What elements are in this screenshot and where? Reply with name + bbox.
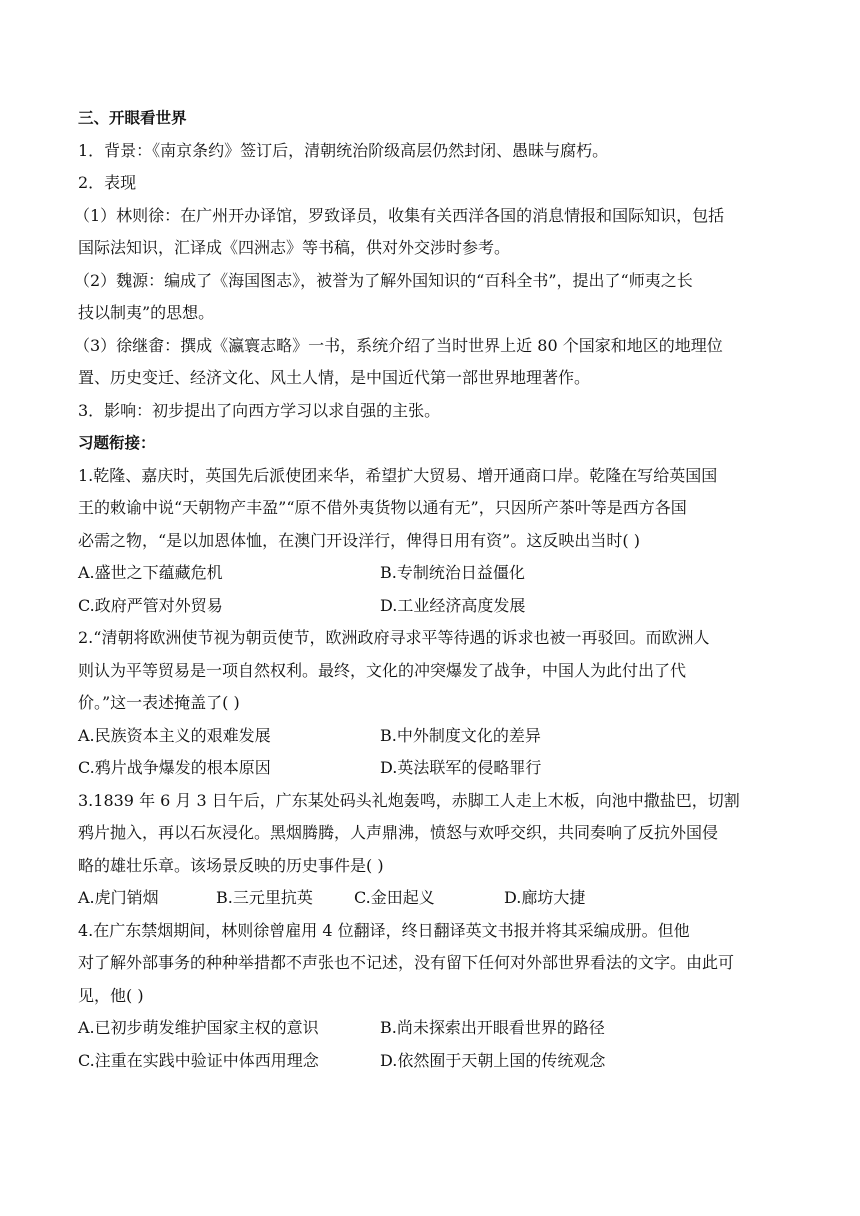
question-4-line: 见，他( ) <box>78 985 144 1005</box>
option-c[interactable]: C.政府严管对外贸易 <box>78 595 223 615</box>
question-4-options-row-1 <box>78 1012 782 1045</box>
question-1-options-row-2 <box>78 590 782 623</box>
option-b[interactable]: B.三元里抗英 <box>216 888 313 907</box>
option-a[interactable]: A.虎门销烟 <box>78 888 159 907</box>
question-4-line: 对了解外部事务的种种举措都不声张也不记述，没有留下任何对外部世界看法的文字。由此可 <box>78 953 735 972</box>
question-2 <box>78 622 782 785</box>
question-2-line: 2.“清朝将欧洲使节视为朝贡使节，欧洲政府寻求平等待遇的诉求也被一再驳回。而欧洲人 <box>78 628 710 647</box>
option-a[interactable]: A.盛世之下蕴藏危机 <box>78 563 223 582</box>
manifestation-heading: 2．表现 <box>78 173 137 192</box>
question-3-line: 3.1839 年 6 月 3 日午后，广东某处码头礼炮轰鸣，赤脚工人走上木板，向池中撒盐巴，切割 <box>78 790 740 810</box>
question-4-line: 4.在广东禁烟期间，林则徐曾雇用 4 位翻译，终日翻译英文书报并将其采编成册。但他 <box>78 920 690 940</box>
influence-line: 3．影响：初步提出了向西方学习以求自强的主张。 <box>78 400 441 420</box>
question-1-line: 1.乾隆、嘉庆时，英国先后派使团来华，希望扩大贸易、增开通商口岸。乾隆在写给英国国 <box>78 465 718 485</box>
option-d[interactable]: D.依然囿于天朝上国的传统观念 <box>380 1050 606 1070</box>
question-2-options-row-1 <box>78 720 782 753</box>
option-a[interactable]: A.民族资本主义的艰难发展 <box>78 725 271 745</box>
question-1-line: 必需之物，“是以加恩体恤，在澳门开设洋行，俾得日用有资”。这反映出当时( ) <box>78 530 640 550</box>
question-3-line: 鸦片抛入，再以石灰浸化。黑烟腾腾，人声鼎沸，愤怒与欢呼交织，共同奏响了反抗外国侵 <box>78 823 719 842</box>
option-a[interactable]: A.已初步萌发维护国家主权的意识 <box>78 1018 319 1037</box>
exercises-heading: 习题衔接： <box>78 434 156 452</box>
question-3-options-row <box>78 882 782 915</box>
option-b[interactable]: B.中外制度文化的差异 <box>380 725 541 745</box>
question-2-options-row-2 <box>78 752 782 785</box>
question-4-options-row-2 <box>78 1045 782 1078</box>
wei-yuan-line-2: 技以制夷”的思想。 <box>78 303 215 322</box>
xu-jiyu-line-2: 置、历史变迁、经济文化、风土人情，是中国近代第一部世界地理著作。 <box>78 368 591 387</box>
question-3-line: 略的雄壮乐章。该场景反映的历史事件是( ) <box>78 855 384 875</box>
background-line: 1．背景：《南京条约》签订后，清朝统治阶级高层仍然封闭、愚昧与腐朽。 <box>78 140 609 160</box>
wei-yuan-line-1: （2）魏源：编成了《海国图志》，被誉为了解外国知识的“百科全书”，提出了“师夷之长 <box>74 270 693 290</box>
option-d[interactable]: D.廊坊大捷 <box>504 888 586 907</box>
question-1-line: 王的敕谕中说“天朝物产丰盈”“原不借外夷货物以通有无”，只因所产茶叶等是西方各国 <box>78 498 687 517</box>
option-b[interactable]: B.尚未探索出开眼看世界的路径 <box>380 1018 605 1037</box>
question-1 <box>78 460 782 623</box>
question-1-options-row-1 <box>78 557 782 590</box>
xu-jiyu-line-1: （3）徐继畬：撰成《瀛寰志略》一书，系统介绍了当时世界上近 80 个国家和地区的地理位 <box>74 335 723 355</box>
section-heading: 三、开眼看世界 <box>78 109 187 127</box>
option-d[interactable]: D.英法联军的侵略罪行 <box>380 758 542 777</box>
question-2-line: 价。”这一表述掩盖了( ) <box>78 693 240 712</box>
lin-zexu-line-1: （1）林则徐：在广州开办译馆，罗致译员，收集有关西洋各国的消息情报和国际知识，包括 <box>74 205 725 225</box>
option-c[interactable]: C.鸦片战争爆发的根本原因 <box>78 758 271 777</box>
question-4 <box>78 915 782 1078</box>
option-c[interactable]: C.金田起义 <box>354 888 435 907</box>
option-c[interactable]: C.注重在实践中验证中体西用理念 <box>78 1050 319 1070</box>
question-2-line: 则认为平等贸易是一项自然权利。最终，文化的冲突爆发了战争，中国人为此付出了代 <box>78 660 687 680</box>
question-3 <box>78 785 782 915</box>
option-d[interactable]: D.工业经济高度发展 <box>380 595 526 615</box>
lin-zexu-line-2: 国际法知识，汇译成《四洲志》等书稿，供对外交涉时参考。 <box>78 238 511 257</box>
option-b[interactable]: B.专制统治日益僵化 <box>380 563 525 582</box>
